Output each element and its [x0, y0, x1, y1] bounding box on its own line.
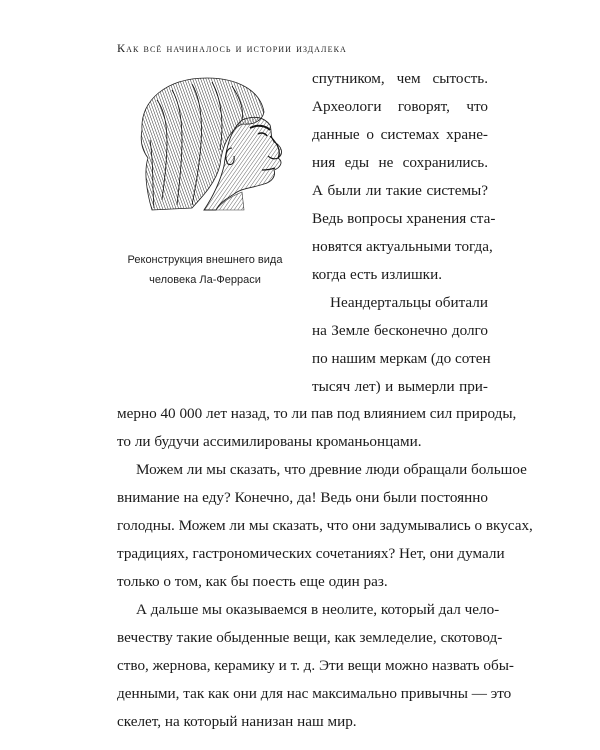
text-line: спутником, чем сытость.: [312, 70, 488, 87]
text-line: новятся актуальными тогда,: [312, 238, 493, 255]
text-line: А были ли такие системы?: [312, 182, 488, 199]
text-line: по нашим меркам (до сотен: [312, 350, 491, 367]
text-line: традициях, гастрономических сочетаниях? Нет, они думали: [117, 545, 505, 562]
text-line: Археологи говорят, что: [312, 98, 488, 115]
text-line: то ли будучи ассимилированы кроманьонцами.: [117, 433, 422, 450]
text-line: данные о системах хране-: [312, 126, 488, 143]
text-line: тысяч лет) и вымерли при-: [312, 378, 488, 395]
text-line: на Земле бесконечно долго: [312, 322, 488, 339]
text-line: Ведь вопросы хранения ста-: [312, 210, 496, 227]
text-line: мерно 40 000 лет назад, то ли пав под влиянием сил природы,: [117, 405, 517, 422]
figure-caption: [110, 250, 300, 290]
text-line: когда есть излишки.: [312, 266, 442, 283]
text-line: денными, так как они для нас максимально привычны — это: [117, 685, 512, 702]
neanderthal-head-icon: [112, 70, 302, 215]
running-head: Как всё начиналось и истории издалека: [117, 41, 347, 55]
text-line: внимание на еду? Конечно, да! Ведь они были постоянно: [117, 489, 488, 506]
caption-line: Реконструкция внешнего вида: [127, 254, 283, 266]
caption-line: человека Ла-Ферраси: [149, 274, 261, 286]
text-line: ния еды не сохранились.: [312, 154, 488, 171]
text-line: А дальше мы оказываемся в неолите, который дал чело-: [136, 601, 500, 618]
text-line: скелет, на который нанизан наш мир.: [117, 713, 357, 730]
text-line: голодны. Можем ли мы сказать, что они задумывались о вкусах,: [117, 517, 533, 534]
text-line: Можем ли мы сказать, что древние люди обращали большое: [136, 461, 527, 478]
text-line: только о том, как бы поесть еще один раз.: [117, 573, 388, 590]
text-line: вечеству такие обыденные вещи, как земледелие, скотовод-: [117, 629, 503, 646]
text-line: ство, жернова, керамику и т. д. Эти вещи можно назвать обы-: [117, 657, 514, 674]
text-line: Неандертальцы обитали: [330, 294, 488, 311]
